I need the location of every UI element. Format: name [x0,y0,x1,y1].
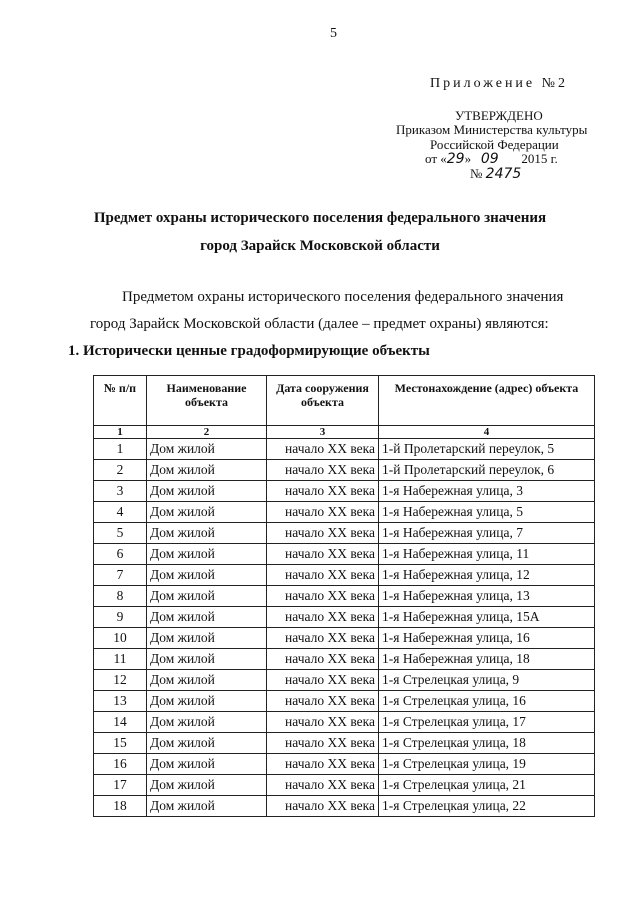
object-name: Дом жилой [147,607,267,628]
document-title-line-1: Предмет охраны исторического поселения федерального значения [93,210,547,226]
column-number: 1 [94,426,147,439]
date-month-handwritten: 09 [480,151,499,167]
table-row [94,481,595,502]
construction-date: начало XX века [267,670,379,691]
construction-date: начало XX века [267,754,379,775]
object-name: Дом жилой [147,565,267,586]
object-name: Дом жилой [147,502,267,523]
object-address: 1-я Набережная улица, 15А [379,607,595,628]
approved-label: УТВЕРЖДЕНО [455,108,543,123]
row-number: 14 [94,712,147,733]
table-row [94,754,595,775]
appendix-label: Приложение №2 [430,76,568,91]
column-number-row [94,426,595,439]
row-number: 10 [94,628,147,649]
table-row [94,733,595,754]
object-name: Дом жилой [147,481,267,502]
object-address: 1-я Стрелецкая улица, 22 [379,796,595,817]
table-row [94,712,595,733]
row-number: 6 [94,544,147,565]
construction-date: начало XX века [267,439,379,460]
column-number: 4 [379,426,595,439]
construction-date: начало XX века [267,691,379,712]
object-address: 1-я Стрелецкая улица, 16 [379,691,595,712]
order-date [425,151,558,167]
table-row [94,439,595,460]
construction-date: начало XX века [267,586,379,607]
header-address: Местонахождение (адрес) объекта [379,376,595,426]
construction-date: начало XX века [267,502,379,523]
date-prefix: от « [425,151,447,166]
order-by-line-2: Российской Федерации [430,137,559,152]
object-name: Дом жилой [147,670,267,691]
object-address: 1-я Набережная улица, 11 [379,544,595,565]
row-number: 7 [94,565,147,586]
object-name: Дом жилой [147,628,267,649]
table-row [94,649,595,670]
object-address: 1-я Стрелецкая улица, 17 [379,712,595,733]
date-year: 2015 г. [521,151,558,166]
intro-line-1: Предметом охраны исторического поселения федерального значения [122,289,564,305]
object-address: 1-й Пролетарский переулок, 6 [379,460,595,481]
object-name: Дом жилой [147,733,267,754]
row-number: 11 [94,649,147,670]
row-number: 18 [94,796,147,817]
column-number: 3 [267,426,379,439]
table-row [94,691,595,712]
object-address: 1-я Набережная улица, 7 [379,523,595,544]
table-row [94,523,595,544]
order-by-line-1: Приказом Министерства культуры [396,122,588,137]
object-name: Дом жилой [147,523,267,544]
object-name: Дом жилой [147,439,267,460]
table-row [94,586,595,607]
row-number: 9 [94,607,147,628]
construction-date: начало XX века [267,649,379,670]
column-number: 2 [147,426,267,439]
object-name: Дом жилой [147,691,267,712]
row-number: 3 [94,481,147,502]
row-number: 16 [94,754,147,775]
header-number: № п/п [94,376,147,426]
table-row [94,628,595,649]
order-number-handwritten: 2475 [485,166,522,182]
object-name: Дом жилой [147,460,267,481]
table-row [94,502,595,523]
row-number: 5 [94,523,147,544]
table-row [94,460,595,481]
header-date: Дата сооружения объекта [267,376,379,426]
object-name: Дом жилой [147,796,267,817]
construction-date: начало XX века [267,481,379,502]
construction-date: начало XX века [267,628,379,649]
object-address: 1-я Набережная улица, 5 [379,502,595,523]
row-number: 15 [94,733,147,754]
construction-date: начало XX века [267,460,379,481]
object-address: 1-я Набережная улица, 18 [379,649,595,670]
object-address: 1-й Пролетарский переулок, 5 [379,439,595,460]
page-number: 5 [330,26,337,41]
table-row [94,775,595,796]
object-name: Дом жилой [147,544,267,565]
table-row [94,670,595,691]
object-address: 1-я Стрелецкая улица, 19 [379,754,595,775]
object-name: Дом жилой [147,712,267,733]
table-row [94,607,595,628]
object-name: Дом жилой [147,754,267,775]
construction-date: начало XX века [267,607,379,628]
row-number: 8 [94,586,147,607]
document-title-line-2: город Зарайск Московской области [200,238,440,254]
row-number: 2 [94,460,147,481]
row-number: 17 [94,775,147,796]
order-number [470,166,521,182]
object-name: Дом жилой [147,649,267,670]
date-mid: » [464,151,472,166]
table-row [94,796,595,817]
object-address: 1-я Набережная улица, 3 [379,481,595,502]
row-number: 4 [94,502,147,523]
construction-date: начало XX века [267,733,379,754]
construction-date: начало XX века [267,523,379,544]
row-number: 12 [94,670,147,691]
row-number: 1 [94,439,147,460]
object-address: 1-я Набережная улица, 12 [379,565,595,586]
construction-date: начало XX века [267,796,379,817]
section-heading: 1. Исторически ценные градоформирующие объекты [68,343,430,359]
table-row [94,565,595,586]
object-address: 1-я Набережная улица, 16 [379,628,595,649]
number-prefix: № [470,166,483,181]
construction-date: начало XX века [267,544,379,565]
object-address: 1-я Стрелецкая улица, 18 [379,733,595,754]
object-address: 1-я Набережная улица, 13 [379,586,595,607]
construction-date: начало XX века [267,565,379,586]
row-number: 13 [94,691,147,712]
header-name: Наименование объекта [147,376,267,426]
construction-date: начало XX века [267,775,379,796]
object-address: 1-я Стрелецкая улица, 9 [379,670,595,691]
table-header-row [94,376,595,426]
object-name: Дом жилой [147,586,267,607]
object-address: 1-я Стрелецкая улица, 21 [379,775,595,796]
date-day-handwritten: 29 [446,151,465,167]
table-row [94,544,595,565]
construction-date: начало XX века [267,712,379,733]
intro-line-2: город Зарайск Московской области (далее – предмет охраны) являются: [90,316,549,332]
object-name: Дом жилой [147,775,267,796]
objects-table [93,375,595,817]
